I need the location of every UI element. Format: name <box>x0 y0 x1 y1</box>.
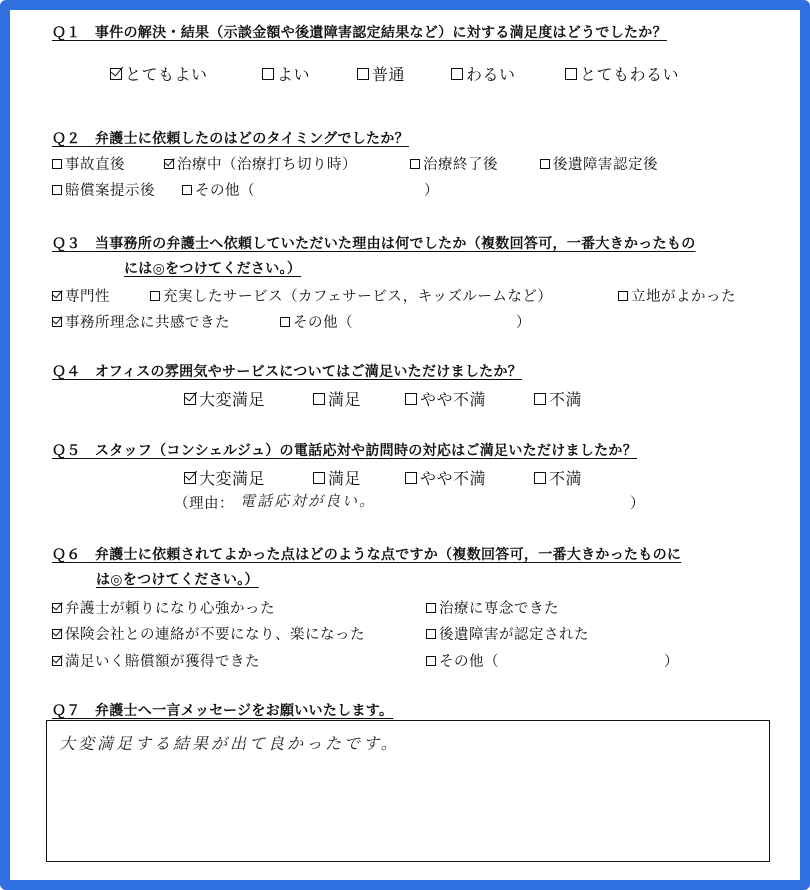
q4-option-very-satisfied[interactable]: 大変満足 <box>184 387 265 410</box>
checkbox-icon[interactable] <box>52 159 62 169</box>
checkbox-icon[interactable] <box>405 472 417 484</box>
q5-reason-handwritten[interactable]: 電話応対が良い。 <box>240 492 377 510</box>
q5-option-somewhat-unsatisfied[interactable]: やや不満 <box>405 466 486 489</box>
checkbox-icon[interactable] <box>262 68 274 80</box>
checkbox-icon[interactable] <box>313 393 325 405</box>
q5-reason-label: （理由： <box>174 496 234 512</box>
checkbox-checked-icon[interactable] <box>184 472 196 484</box>
q5-reason-close: ） <box>630 496 645 512</box>
checkbox-icon[interactable] <box>426 629 436 639</box>
checkbox-icon[interactable] <box>313 472 325 484</box>
checkbox-icon[interactable] <box>451 68 463 80</box>
q5-option-very-satisfied[interactable]: 大変満足 <box>184 466 265 489</box>
q3-option-services[interactable]: 充実したサービス（カフェサービス，キッズルームなど） <box>150 285 552 306</box>
checkbox-icon[interactable] <box>534 393 546 405</box>
checkbox-icon[interactable] <box>357 68 369 80</box>
checkbox-checked-icon[interactable] <box>184 393 196 405</box>
q5-option-satisfied[interactable]: 満足 <box>313 466 361 489</box>
q5-option-unsatisfied[interactable]: 不満 <box>534 466 582 489</box>
q1-option-bad[interactable]: わるい <box>451 62 516 85</box>
q2-option-other[interactable]: その他（ <box>182 179 255 200</box>
q7-message-handwritten: 大変満足する結果が出て良かったです。 <box>59 734 400 753</box>
q2-other-close: ） <box>424 183 439 199</box>
q3-option-other[interactable]: その他（ <box>280 311 353 332</box>
q3-option-expertise[interactable]: 専門性 <box>52 285 110 306</box>
checkbox-icon[interactable] <box>405 393 417 405</box>
q6-title-line2: は◎をつけてください。） <box>96 572 259 588</box>
q3-option-location[interactable]: 立地がよかった <box>618 285 736 306</box>
q7-title: Ｑ７ 弁護士へ一言メッセージをお願いいたします。 <box>52 703 394 719</box>
q3-title-line2: には◎をつけてください。） <box>124 261 302 277</box>
checkbox-icon[interactable] <box>618 291 628 301</box>
checkbox-checked-icon[interactable] <box>164 159 174 169</box>
q2-title: Ｑ２ 弁護士に依頼したのはどのタイミングでしたか？ <box>52 131 409 147</box>
q3-option-philosophy[interactable]: 事務所理念に共感できた <box>52 311 230 332</box>
checkbox-icon[interactable] <box>565 68 577 80</box>
q4-option-satisfied[interactable]: 満足 <box>313 387 361 410</box>
checkbox-checked-icon[interactable] <box>52 317 62 327</box>
q7-message-box[interactable] <box>46 720 770 862</box>
checkbox-checked-icon[interactable] <box>52 656 62 666</box>
q1-option-good[interactable]: よい <box>262 62 310 85</box>
q6-option-satisfying-compensation[interactable]: 満足いく賠償額が獲得できた <box>52 650 260 671</box>
checkbox-icon[interactable] <box>182 185 192 195</box>
checkbox-icon[interactable] <box>426 603 436 613</box>
q4-title: Ｑ４ オフィスの雰囲気やサービスについてはご満足いただけましたか？ <box>52 364 523 380</box>
checkbox-icon[interactable] <box>410 159 420 169</box>
q6-option-focus-treatment[interactable]: 治療に専念できた <box>426 597 559 618</box>
q6-title-line1: Ｑ６ 弁護士に依頼されてよかった点はどのような点ですか（複数回答可，一番大きかったものに <box>52 547 682 563</box>
q6-option-no-insurer-contact[interactable]: 保険会社との連絡が不要になり、楽になった <box>52 623 365 644</box>
q1-option-very-bad[interactable]: とてもわるい <box>565 62 679 85</box>
q1-title: Ｑ１ 事件の解決・結果（示談金額や後遺障害認定結果など）に対する満足度はどうでしたか？ <box>52 25 667 41</box>
q6-option-reliable[interactable]: 弁護士が頼りになり心強かった <box>52 597 275 618</box>
checkbox-icon[interactable] <box>426 656 436 666</box>
q6-option-other[interactable]: その他（ <box>426 650 499 671</box>
checkbox-checked-icon[interactable] <box>52 629 62 639</box>
q2-option-during-treatment[interactable]: 治療中（治療打ち切り時） <box>164 153 357 174</box>
checkbox-checked-icon[interactable] <box>110 68 122 80</box>
q4-option-somewhat-unsatisfied[interactable]: やや不満 <box>405 387 486 410</box>
q4-option-unsatisfied[interactable]: 不満 <box>534 387 582 410</box>
q2-option-right-after-accident[interactable]: 事故直後 <box>52 153 125 174</box>
q3-other-close: ） <box>516 315 531 331</box>
checkbox-icon[interactable] <box>280 317 290 327</box>
q1-option-normal[interactable]: 普通 <box>357 62 405 85</box>
checkbox-icon[interactable] <box>534 472 546 484</box>
checkbox-icon[interactable] <box>52 185 62 195</box>
q3-title-line1: Ｑ３ 当事務所の弁護士へ依頼していただいた理由は何でしたか（複数回答可，一番大きかったもの <box>52 236 696 252</box>
checkbox-checked-icon[interactable] <box>52 291 62 301</box>
checkbox-icon[interactable] <box>150 291 160 301</box>
checkbox-checked-icon[interactable] <box>52 603 62 613</box>
q5-title: Ｑ５ スタッフ（コンシェルジュ）の電話応対や訪問時の対応はご満足いただけましたか？ <box>52 443 638 459</box>
q2-option-after-settlement-offer[interactable]: 賠償案提示後 <box>52 179 155 200</box>
q2-option-after-disability-cert[interactable]: 後遺障害認定後 <box>540 153 658 174</box>
q1-option-very-good[interactable]: とてもよい <box>110 62 208 85</box>
q6-other-close: ） <box>664 654 679 670</box>
q2-option-after-treatment[interactable]: 治療終了後 <box>410 153 498 174</box>
checkbox-icon[interactable] <box>540 159 550 169</box>
q6-option-disability-certified[interactable]: 後遺障害が認定された <box>426 623 589 644</box>
